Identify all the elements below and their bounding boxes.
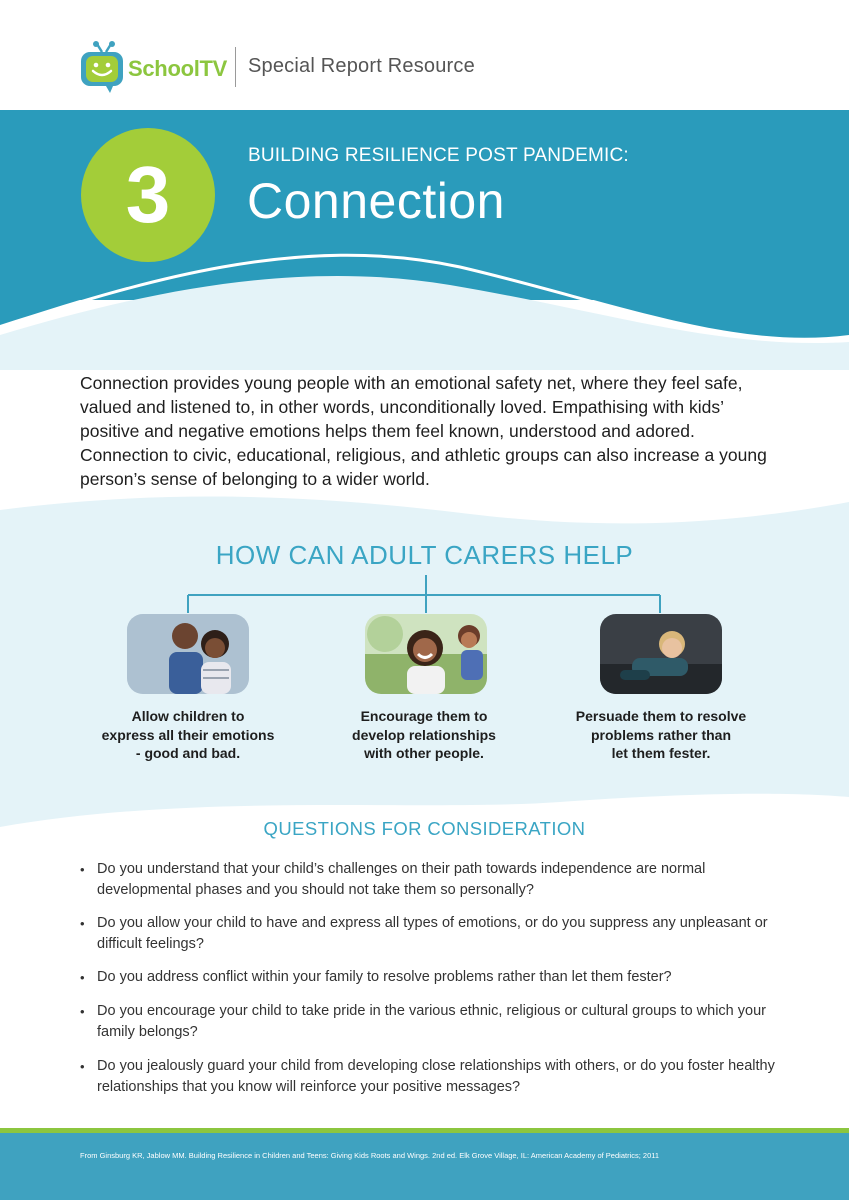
bullet: • — [80, 916, 85, 931]
questions-heading: QUESTIONS FOR CONSIDERATION — [263, 818, 586, 839]
help-heading: HOW CAN ADULT CARERS HELP — [215, 540, 634, 570]
help-caption-1: Allow children to express all their emotions - good and bad. — [101, 708, 275, 761]
intro-paragraph: Connection provides young people with an emotional safety net, where they feel safe, valued and listened to, in other words, unconditionally loved. Empathising with kids’ positive and negative emotions helps them feel known, understood and adored. Connection to civic, educational, religious, and athletic groups can also increase a young person’s sense of belonging to a wider world. — [80, 373, 767, 489]
help-caption-3: Persuade them to resolve problems rather than let them fester. — [575, 708, 747, 761]
schooltv-logo-icon — [80, 40, 128, 94]
header-divider — [235, 47, 236, 87]
footer-bar — [0, 1128, 849, 1200]
report-label: Special Report Resource — [248, 55, 475, 77]
child-photo-2 — [365, 614, 487, 694]
brand-name: SchoolTV — [128, 56, 228, 81]
question-item: Do you address conflict within your family to resolve problems rather than let them fester? — [97, 969, 672, 985]
bullet: • — [80, 1004, 85, 1019]
bullet: • — [80, 1059, 85, 1074]
question-item: Do you allow your child to have and express all types of emotions, or do you suppress any unpleasant or difficult feelings? — [97, 915, 768, 952]
child-photo-1 — [127, 614, 249, 694]
question-item: Do you understand that your child’s challenges on their path towards independence are normal developmental phases and you should not take them so personally? — [97, 861, 706, 898]
section-number: 3 — [125, 150, 171, 239]
bullet: • — [80, 970, 85, 985]
footer-accent-line — [0, 1128, 849, 1133]
child-photo-3 — [600, 614, 722, 694]
help-caption-2: Encourage them to develop relationships with other people. — [352, 708, 496, 761]
question-item: Do you encourage your child to take pride in the various ethnic, religious or cultural groups to which your family belongs? — [97, 1003, 766, 1040]
section-number-badge — [81, 128, 215, 262]
question-item: Do you jealously guard your child from developing close relationships with others, or do you foster healthy relationships that you know will reinforce your positive messages? — [97, 1058, 775, 1095]
bullet: • — [80, 862, 85, 877]
footer-citation: From Ginsburg KR, Jablow MM. Building Resilience in Children and Teens: Giving Kids Roots and Wings. 2nd ed. Elk Grove Village, IL: American Academy of Pediatrics; 2011 — [80, 1151, 660, 1160]
banner-subtitle: BUILDING RESILIENCE POST PANDEMIC: — [248, 145, 629, 166]
connector-lines — [0, 575, 849, 615]
page-title: Connection — [247, 173, 505, 229]
